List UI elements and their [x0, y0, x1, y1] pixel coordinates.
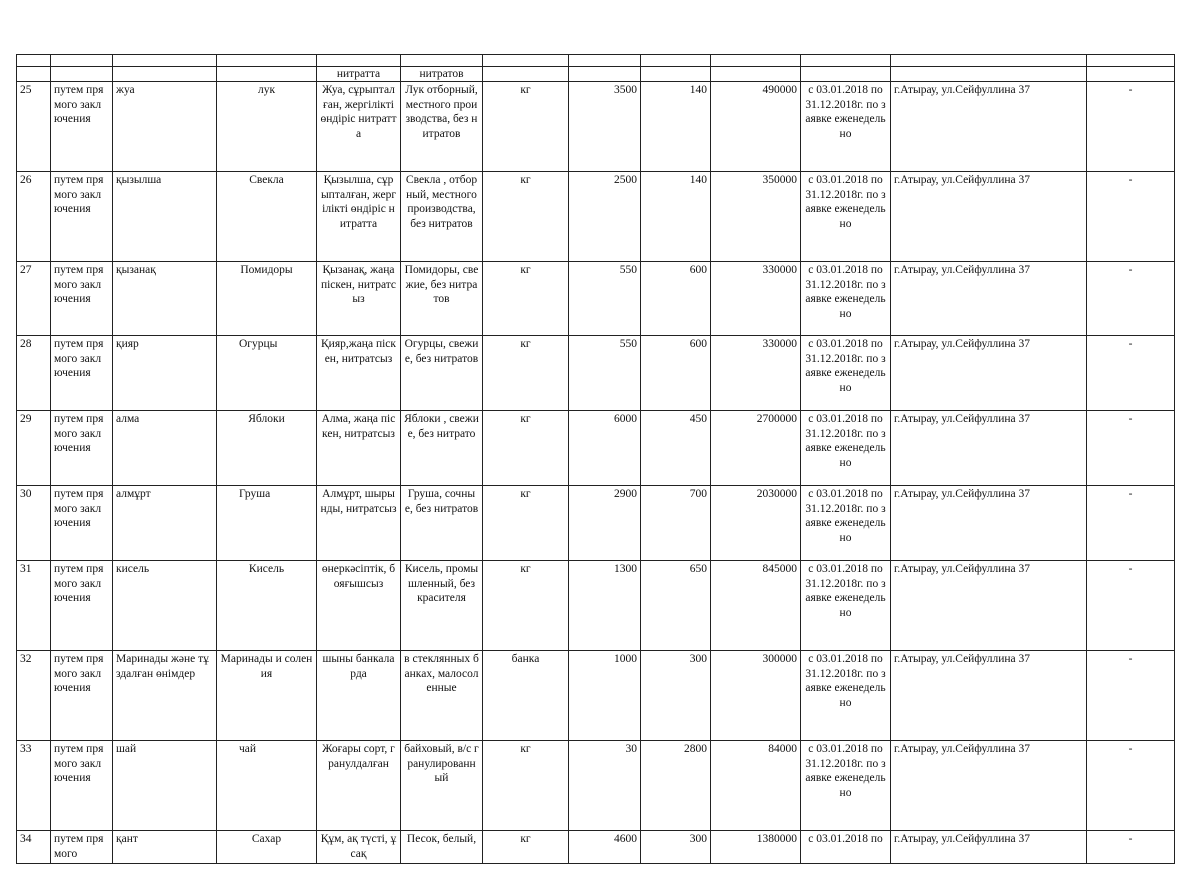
row-number-cell: 34 — [17, 831, 51, 864]
name-ru-cell: Груша — [217, 486, 317, 561]
sum-cell: 350000 — [711, 172, 801, 262]
price-cell: 300 — [641, 831, 711, 864]
name-ru-cell: Кисель — [217, 561, 317, 651]
table-row — [17, 651, 1175, 741]
method-cell: путем прямого заключения — [51, 741, 113, 831]
quantity-cell: 2900 — [569, 486, 641, 561]
name-kz-cell: кисель — [113, 561, 217, 651]
address-cell: г.Атырау, ул.Сейфуллина 37 — [891, 82, 1087, 172]
sum-cell: 2030000 — [711, 486, 801, 561]
price-cell: 700 — [641, 486, 711, 561]
name-kz-cell: қызанақ — [113, 262, 217, 336]
price-cell: 2800 — [641, 741, 711, 831]
period-cell: с 03.01.2018 по 31.12.2018г. по заявке еженедельно — [801, 172, 891, 262]
name-ru-cell: лук — [217, 82, 317, 172]
sum-cell: 330000 — [711, 336, 801, 411]
spec-ru-cell: Огурцы, свежие, без нитратов — [401, 336, 483, 411]
sum-cell: 490000 — [711, 82, 801, 172]
unit-cell: кг — [483, 486, 569, 561]
table-row — [17, 336, 1175, 411]
price-cell: 140 — [641, 82, 711, 172]
spec-kz-cell: Құм, ақ түсті, ұсақ — [317, 831, 401, 864]
spec-ru-cell: в стеклянных банках, малосоленные — [401, 651, 483, 741]
method-cell: путем прямого — [51, 831, 113, 864]
address-cell: г.Атырау, ул.Сейфуллина 37 — [891, 336, 1087, 411]
spec-kz-cell: Қияр,жаңа піскен, нитратсыз — [317, 336, 401, 411]
unit-cell: кг — [483, 172, 569, 262]
price-cell: 650 — [641, 561, 711, 651]
table-row — [17, 486, 1175, 561]
price-cell: 600 — [641, 262, 711, 336]
unit-cell: кг — [483, 82, 569, 172]
spec-kz-cell: нитратта — [317, 67, 401, 82]
period-cell: с 03.01.2018 по 31.12.2018г. по заявке еженедельно — [801, 262, 891, 336]
sum-cell: 330000 — [711, 262, 801, 336]
row-number-cell: 25 — [17, 82, 51, 172]
name-ru-cell: Маринады и соления — [217, 651, 317, 741]
method-cell: путем прямого заключения — [51, 82, 113, 172]
spec-ru-cell: Лук отборный, местного производства, без нитратов — [401, 82, 483, 172]
name-kz-cell: шай — [113, 741, 217, 831]
note-cell: - — [1087, 831, 1175, 864]
price-cell: 450 — [641, 411, 711, 486]
address-cell: г.Атырау, ул.Сейфуллина 37 — [891, 262, 1087, 336]
note-cell: - — [1087, 262, 1175, 336]
spec-kz-cell: Алмұрт, шырынды, нитратсыз — [317, 486, 401, 561]
table-row — [17, 262, 1175, 336]
row-number-cell: 28 — [17, 336, 51, 411]
name-ru-cell: Свекла — [217, 172, 317, 262]
procurement-table — [16, 54, 1175, 864]
method-cell: путем прямого заключения — [51, 411, 113, 486]
unit-cell: кг — [483, 262, 569, 336]
spec-ru-cell: Песок, белый, — [401, 831, 483, 864]
method-cell: путем прямого заключения — [51, 262, 113, 336]
spec-ru-cell: Кисель, промышленный, без красителя — [401, 561, 483, 651]
method-cell: путем прямого заключения — [51, 336, 113, 411]
unit-cell: кг — [483, 411, 569, 486]
period-cell: с 03.01.2018 по — [801, 831, 891, 864]
address-cell: г.Атырау, ул.Сейфуллина 37 — [891, 411, 1087, 486]
table-row-fragment — [17, 67, 1175, 82]
sum-cell: 300000 — [711, 651, 801, 741]
spec-kz-cell: Қызанақ, жаңа піскен, нитратсыз — [317, 262, 401, 336]
method-cell: путем прямого заключения — [51, 561, 113, 651]
period-cell: с 03.01.2018 по 31.12.2018г. по заявке еженедельно — [801, 336, 891, 411]
quantity-cell: 3500 — [569, 82, 641, 172]
name-kz-cell: алмұрт — [113, 486, 217, 561]
name-ru-cell: Огурцы — [217, 336, 317, 411]
spec-ru-cell: Груша, сочные, без нитратов — [401, 486, 483, 561]
address-cell: г.Атырау, ул.Сейфуллина 37 — [891, 741, 1087, 831]
note-cell: - — [1087, 561, 1175, 651]
name-ru-cell: чай — [217, 741, 317, 831]
quantity-cell: 6000 — [569, 411, 641, 486]
table-top-border-row — [17, 55, 1175, 67]
table-row — [17, 741, 1175, 831]
row-number-cell: 26 — [17, 172, 51, 262]
spec-kz-cell: Жоғары сорт, гранулдалған — [317, 741, 401, 831]
period-cell: с 03.01.2018 по 31.12.2018г. по заявке еженедельно — [801, 486, 891, 561]
sum-cell: 84000 — [711, 741, 801, 831]
table-body — [17, 82, 1175, 864]
spec-ru-cell: Яблоки , свежие, без нитрато — [401, 411, 483, 486]
spec-ru-cell: нитратов — [401, 67, 483, 82]
name-ru-cell: Помидоры — [217, 262, 317, 336]
address-cell: г.Атырау, ул.Сейфуллина 37 — [891, 831, 1087, 864]
sum-cell: 2700000 — [711, 411, 801, 486]
address-cell: г.Атырау, ул.Сейфуллина 37 — [891, 651, 1087, 741]
quantity-cell: 1300 — [569, 561, 641, 651]
note-cell: - — [1087, 336, 1175, 411]
table-row — [17, 411, 1175, 486]
name-ru-cell: Сахар — [217, 831, 317, 864]
quantity-cell: 1000 — [569, 651, 641, 741]
name-ru-cell: Яблоки — [217, 411, 317, 486]
table-row — [17, 831, 1175, 864]
row-number-cell: 29 — [17, 411, 51, 486]
name-kz-cell: алма — [113, 411, 217, 486]
spec-ru-cell: Свекла , отборный, местного производства, без нитратов — [401, 172, 483, 262]
row-number-cell: 31 — [17, 561, 51, 651]
row-number-cell: 33 — [17, 741, 51, 831]
row-number-cell: 27 — [17, 262, 51, 336]
table-row — [17, 561, 1175, 651]
name-kz-cell: қант — [113, 831, 217, 864]
price-cell: 600 — [641, 336, 711, 411]
name-kz-cell: жуа — [113, 82, 217, 172]
quantity-cell: 2500 — [569, 172, 641, 262]
note-cell: - — [1087, 172, 1175, 262]
spec-ru-cell: байховый, в/с гранулированный — [401, 741, 483, 831]
unit-cell: кг — [483, 336, 569, 411]
unit-cell: кг — [483, 561, 569, 651]
period-cell: с 03.01.2018 по 31.12.2018г. по заявке еженедельно — [801, 741, 891, 831]
period-cell: с 03.01.2018 по 31.12.2018г. по заявке еженедельно — [801, 82, 891, 172]
spec-kz-cell: шыны банкаларда — [317, 651, 401, 741]
quantity-cell: 4600 — [569, 831, 641, 864]
method-cell: путем прямого заключения — [51, 172, 113, 262]
price-cell: 140 — [641, 172, 711, 262]
table-row — [17, 82, 1175, 172]
unit-cell: кг — [483, 831, 569, 864]
method-cell: путем прямого заключения — [51, 651, 113, 741]
sum-cell: 845000 — [711, 561, 801, 651]
table-row — [17, 172, 1175, 262]
note-cell: - — [1087, 486, 1175, 561]
quantity-cell: 30 — [569, 741, 641, 831]
spec-kz-cell: Қызылша, сұрыпталған, жергілікті өндіріс нитратта — [317, 172, 401, 262]
period-cell: с 03.01.2018 по 31.12.2018г. по заявке еженедельно — [801, 411, 891, 486]
spec-kz-cell: Алма, жаңа піскен, нитратсыз — [317, 411, 401, 486]
row-number-cell: 30 — [17, 486, 51, 561]
note-cell: - — [1087, 82, 1175, 172]
spec-ru-cell: Помидоры, свежие, без нитратов — [401, 262, 483, 336]
address-cell: г.Атырау, ул.Сейфуллина 37 — [891, 561, 1087, 651]
note-cell: - — [1087, 741, 1175, 831]
row-number-cell: 32 — [17, 651, 51, 741]
unit-cell: кг — [483, 741, 569, 831]
sum-cell: 1380000 — [711, 831, 801, 864]
note-cell: - — [1087, 411, 1175, 486]
spec-kz-cell: өнеркәсіптік, бояғышсыз — [317, 561, 401, 651]
period-cell: с 03.01.2018 по 31.12.2018г. по заявке еженедельно — [801, 561, 891, 651]
address-cell: г.Атырау, ул.Сейфуллина 37 — [891, 486, 1087, 561]
name-kz-cell: қызылша — [113, 172, 217, 262]
quantity-cell: 550 — [569, 262, 641, 336]
unit-cell: банка — [483, 651, 569, 741]
note-cell: - — [1087, 651, 1175, 741]
price-cell: 300 — [641, 651, 711, 741]
method-cell: путем прямого заключения — [51, 486, 113, 561]
spec-kz-cell: Жуа, сұрыпталған, жергілікті өндіріс нитратта — [317, 82, 401, 172]
address-cell: г.Атырау, ул.Сейфуллина 37 — [891, 172, 1087, 262]
quantity-cell: 550 — [569, 336, 641, 411]
name-kz-cell: Маринады және тұздалған өнімдер — [113, 651, 217, 741]
name-kz-cell: қияр — [113, 336, 217, 411]
period-cell: с 03.01.2018 по 31.12.2018г. по заявке еженедельно — [801, 651, 891, 741]
